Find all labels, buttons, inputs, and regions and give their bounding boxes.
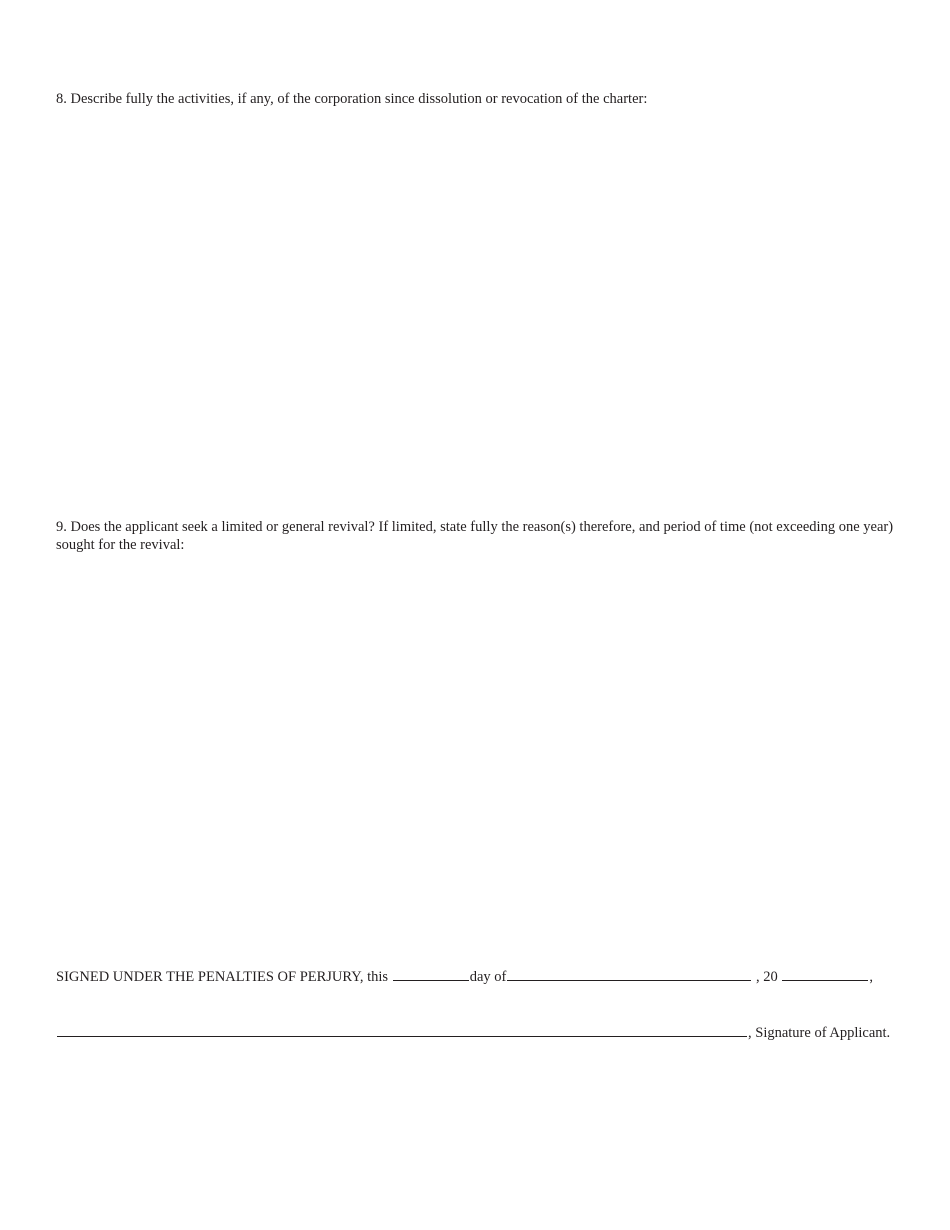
perjury-attestation-line: [56, 966, 898, 986]
attestation-year-prefix: , 20: [755, 969, 778, 985]
attestation-trailing-comma: ,: [869, 969, 873, 985]
attestation-day-label: day of: [469, 969, 507, 985]
question-8-answer-area[interactable]: [56, 116, 896, 496]
attestation-prefix: SIGNED UNDER THE PENALTIES OF PERJURY, this: [56, 969, 389, 985]
month-blank-field[interactable]: [507, 966, 751, 981]
question-8-text: 8. Describe fully the activities, if any, of the corporation since dissolution or revocation of the charter:: [56, 91, 648, 107]
signature-line: [56, 1022, 898, 1042]
year-blank-field[interactable]: [782, 966, 868, 981]
signature-blank-field[interactable]: [57, 1022, 747, 1037]
signature-label: , Signature of Applicant.: [748, 1025, 891, 1041]
day-blank-field[interactable]: [393, 966, 469, 981]
question-9-answer-area[interactable]: [56, 562, 896, 942]
question-9-text: 9. Does the applicant seek a limited or general revival? If limited, state fully the reason(s) therefore, and period of time (not exceeding one year) sought for the revival:: [56, 519, 894, 553]
